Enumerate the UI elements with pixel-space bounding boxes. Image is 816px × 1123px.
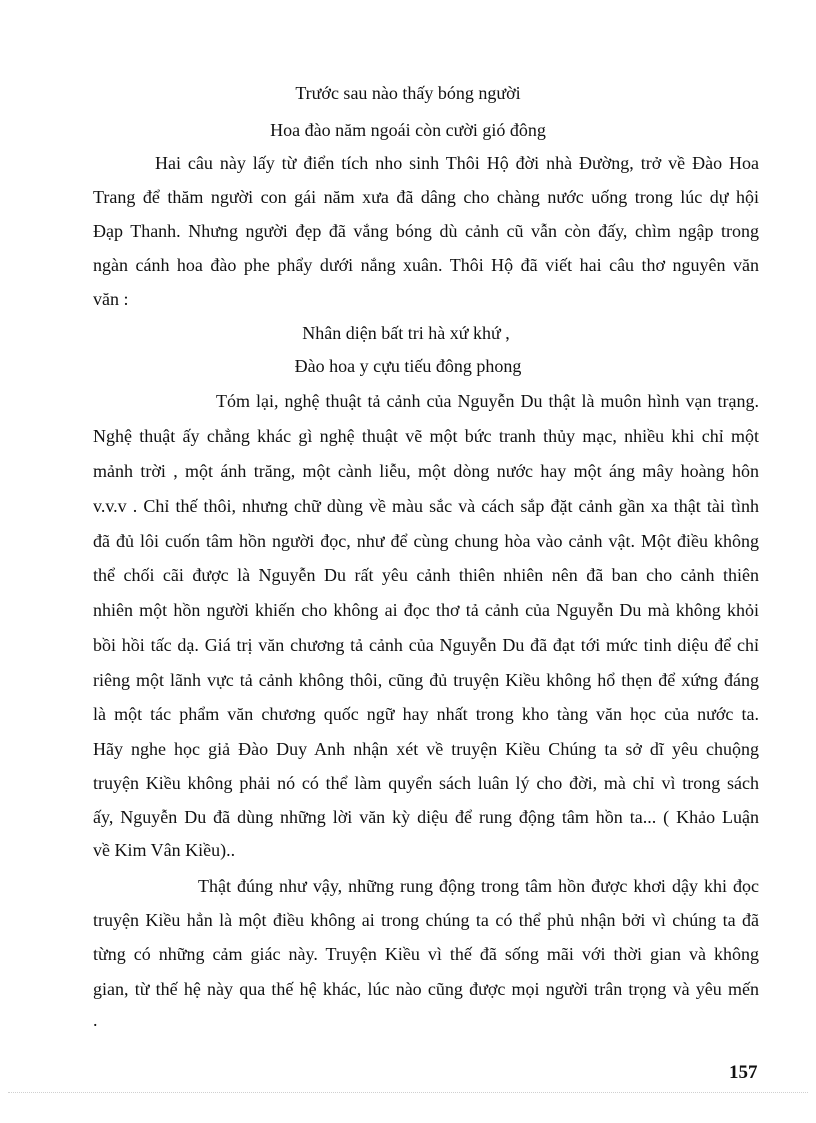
paragraph-line: riêng một lãnh vực tả cảnh không thôi, cũng đủ truyện Kiều không hổ thẹn để xứng đáng	[93, 670, 759, 690]
paragraph-line: nhiên một hồn người khiến cho không ai đọc thơ tả cảnh của Nguyễn Du mà không khỏi	[93, 600, 759, 620]
paragraph-line: là một tác phẩm văn chương quốc ngữ hay nhất trong kho tàng văn học của nước ta.	[93, 704, 759, 724]
paragraph-line: Thật đúng như vậy, những rung động trong tâm hồn được khơi dậy khi đọc	[198, 876, 759, 896]
paragraph-line: từng có những cảm giác này. Truyện Kiều vì thế đã sống mãi với thời gian và không	[93, 944, 759, 964]
footer-divider	[8, 1092, 808, 1093]
paragraph-line: ấy, Nguyễn Du đã dùng những lời văn kỳ diệu để rung động tâm hồn ta... ( Khảo Luận	[93, 807, 759, 827]
paragraph-line: ngàn cánh hoa đào phe phẩy dưới nắng xuân. Thôi Hộ đã viết hai câu thơ nguyên văn	[93, 255, 759, 275]
paragraph-line: truyện Kiều không phải nó có thể làm quyển sách luân lý cho đời, mà chỉ vì trong sách	[93, 773, 759, 793]
paragraph-line: gian, từ thế hệ này qua thế hệ khác, lúc nào cũng được mọi người trân trọng và yêu mến	[93, 979, 759, 999]
paragraph-line: v.v.v . Chỉ thế thôi, nhưng chữ dùng về màu sắc và cách sắp đặt cảnh gần xa thật tài tình	[93, 496, 759, 516]
paragraph-line: truyện Kiều hẳn là một điều không ai trong chúng ta có thể phủ nhận bởi vì chúng ta đã	[93, 910, 759, 930]
paragraph-line: mảnh trời , một ánh trăng, một cành liễu, một dòng nước hay một áng mây hoàng hôn	[93, 461, 759, 481]
paragraph-line: Hai câu này lấy từ điển tích nho sinh Thôi Hộ đời nhà Đường, trở về Đào Hoa	[155, 153, 759, 173]
paragraph-line: Tóm lại, nghệ thuật tả cảnh của Nguyễn Du thật là muôn hình vạn trạng.	[216, 391, 759, 411]
paragraph-line: đã đủ lôi cuốn tâm hồn người đọc, như để cùng chung hòa vào cảnh vật. Một điều không	[93, 531, 759, 551]
page-number: 157	[729, 1062, 758, 1083]
paragraph-line: Trang để thăm người con gái năm xưa đã dâng cho chàng nước uống trong lúc dự hội	[93, 187, 759, 207]
paragraph-line: Đạp Thanh. Nhưng người đẹp đã vắng bóng dù cảnh cũ vẫn còn đấy, chìm ngập trong	[93, 221, 759, 241]
paragraph-line: .	[93, 1010, 98, 1030]
paragraph-line: Nghệ thuật ấy chẳng khác gì nghệ thuật vẽ một bức tranh thủy mạc, nhiều khi chỉ một	[93, 426, 759, 446]
poem-line: Trước sau nào thấy bóng người	[295, 83, 521, 103]
paragraph-line: về Kim Vân Kiều)..	[93, 840, 236, 860]
poem-line: Đào hoa y cựu tiếu đông phong	[294, 356, 522, 376]
paragraph-line: Hãy nghe học giả Đào Duy Anh nhận xét về truyện Kiều Chúng ta sở dĩ yêu chuộng	[93, 739, 759, 759]
paragraph-line: văn :	[93, 289, 129, 309]
paragraph-line: thể chối cãi được là Nguyễn Du rất yêu cảnh thiên nhiên nên đã ban cho cảnh thiên	[93, 565, 759, 585]
poem-line: Hoa đào năm ngoái còn cười gió đông	[270, 120, 546, 140]
poem-line: Nhân diện bất tri hà xứ khứ ,	[302, 323, 510, 343]
paragraph-line: bồi hồi tấc dạ. Giá trị văn chương tả cảnh của Nguyễn Du đã đạt tới mức tinh diệu để chỉ	[93, 635, 759, 655]
